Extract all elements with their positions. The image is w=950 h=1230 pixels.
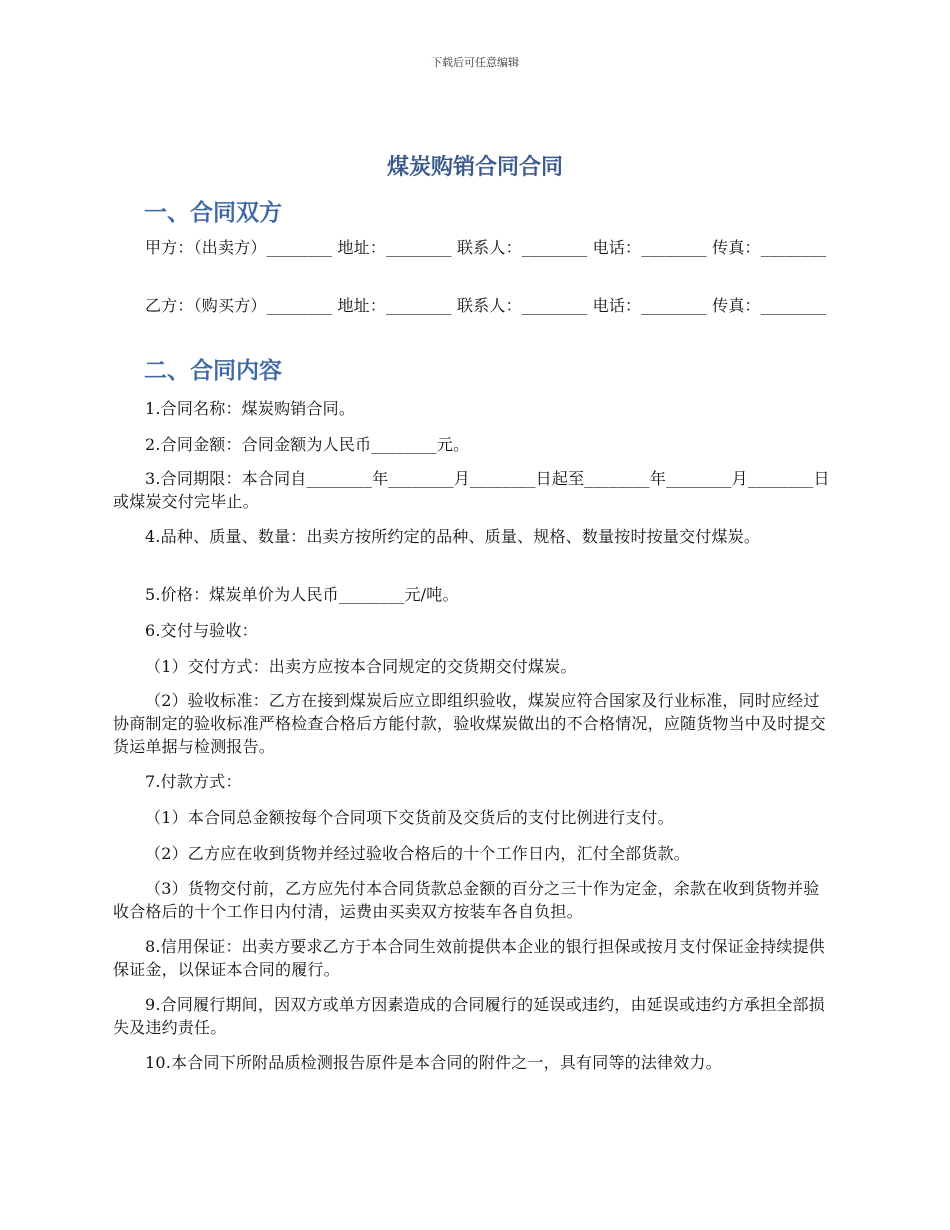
party-a-paragraph: 甲方：（出卖方）________ 地址：________ 联系人：________ 电话：________ 传真：________: [145, 238, 827, 257]
clause-1: 1.合同名称：煤炭购销合同。: [145, 399, 356, 418]
clause-7: 7.付款方式：: [145, 772, 242, 791]
clause-4: 4.品种、质量、数量：出卖方按所约定的品种、质量、规格、数量按时按量交付煤炭。: [145, 527, 761, 546]
clause-6-1: （1）交付方式：出卖方应按本合同规定的交货期交付煤炭。: [145, 657, 577, 676]
header-note: 下载后可任意编辑: [431, 56, 519, 69]
clause-7-3: （3）货物交付前，乙方应先付本合同货款总金额的百分之三十作为定金，余款在收到货物并验收合格后的十个工作日内付清，运费由买卖双方按装车各自负担。: [113, 879, 820, 921]
clause-9: 9.合同履行期间，因双方或单方因素造成的合同履行的延误或违约，由延误或违约方承担全部损失及违约责任。: [113, 995, 825, 1037]
document-title: 煤炭购销合同合同: [386, 155, 563, 180]
section-heading-content: 二、合同内容: [144, 358, 282, 384]
clause-3: 3.合同期限：本合同自________年________月________日起至________年________月________日或煤炭交付完毕止。: [113, 469, 830, 511]
clause-7-2: （2）乙方应在收到货物并经过验收合格后的十个工作日内，汇付全部货款。: [145, 844, 690, 863]
clause-8: 8.信用保证：出卖方要求乙方于本合同生效前提供本企业的银行担保或按月支付保证金持续提供保证金，以保证本合同的履行。: [113, 937, 825, 979]
clause-5: 5.价格：煤炭单价为人民币________元/吨。: [145, 585, 459, 604]
clause-10: 10.本合同下所附品质检测报告原件是本合同的附件之一，具有同等的法律效力。: [145, 1053, 722, 1072]
section-heading-parties: 一、合同双方: [144, 200, 282, 226]
clause-2: 2.合同金额：合同金额为人民币________元。: [145, 435, 470, 454]
clause-7-1: （1）本合同总金额按每个合同项下交货前及交货后的支付比例进行支付。: [145, 808, 674, 827]
clause-6: 6.交付与验收：: [145, 621, 258, 640]
party-b-paragraph: 乙方：（购买方）________ 地址：________ 联系人：________ 电话：________ 传真：________: [145, 296, 827, 315]
clause-6-2: （2）验收标准：乙方在接到煤炭后应立即组织验收，煤炭应符合国家及行业标准，同时应经过协商制定的验收标准严格检查合格后方能付款，验收煤炭做出的不合格情况，应随货物当中及时提交货运单据与检测报告。: [113, 691, 826, 756]
